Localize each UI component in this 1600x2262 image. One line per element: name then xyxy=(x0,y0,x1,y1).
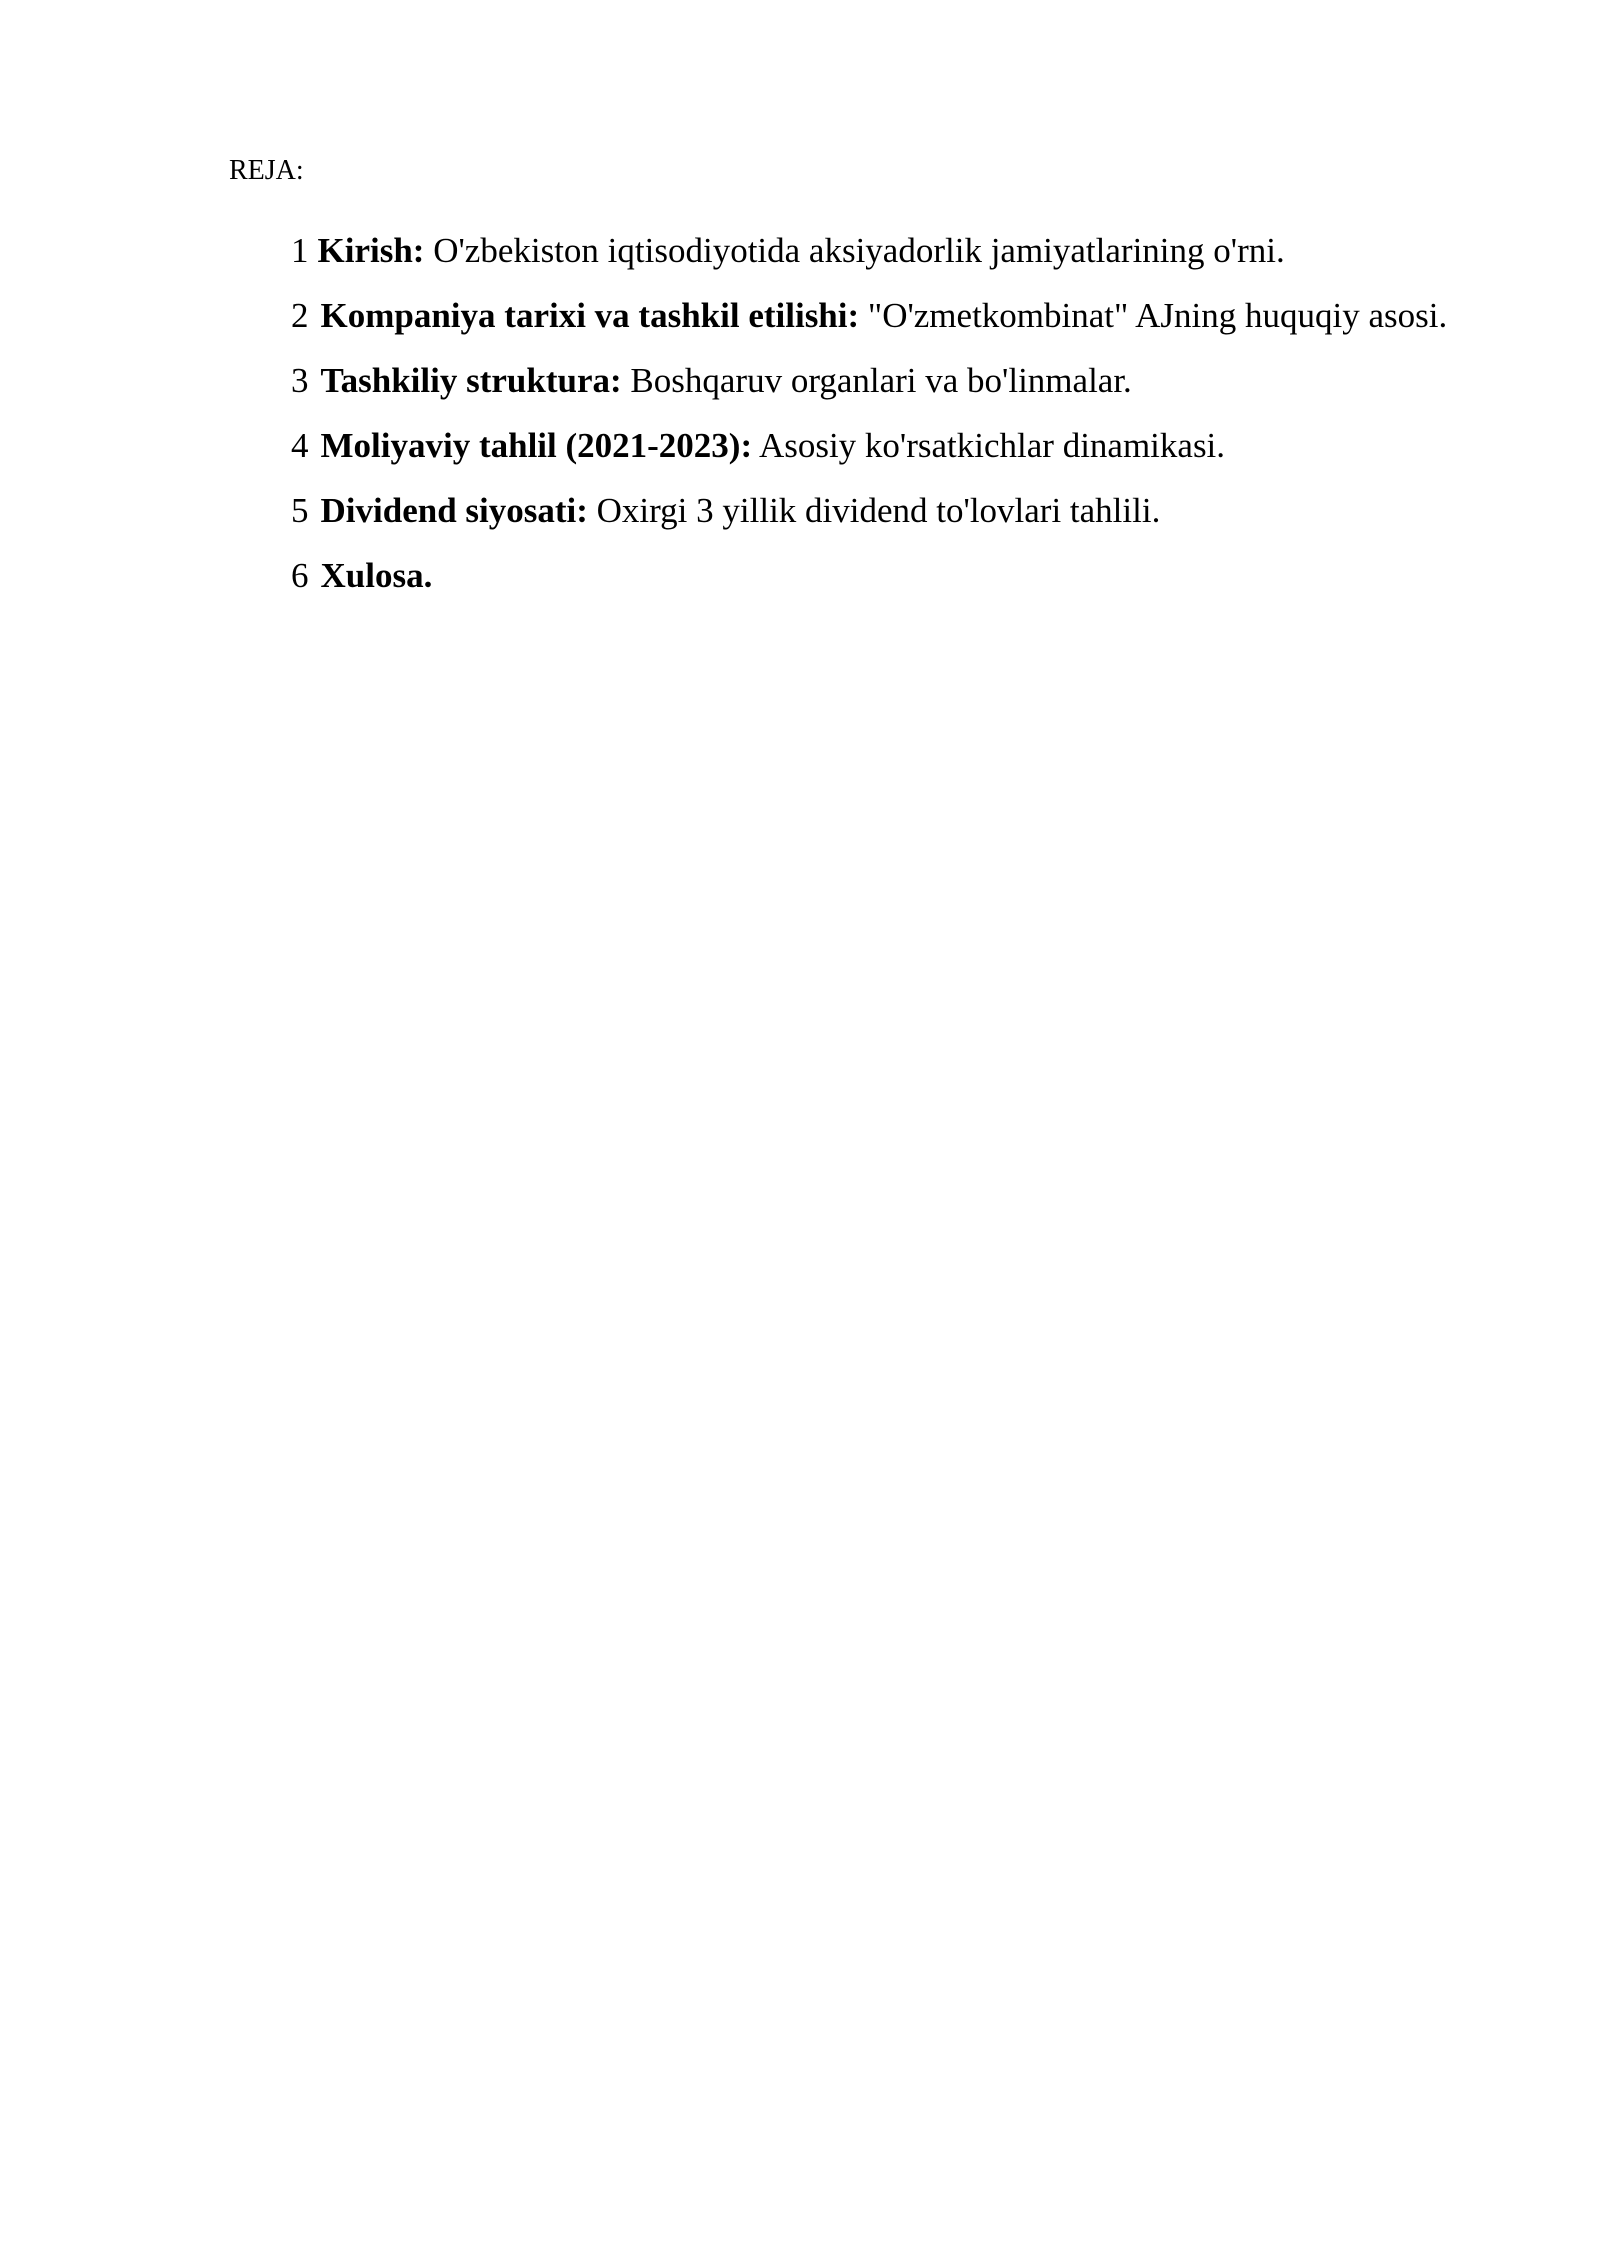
item-title: Dividend siyosati: xyxy=(320,491,588,530)
item-text: "O'zmetkombinat" AJning huquqiy asosi. xyxy=(859,296,1448,335)
item-text: O'zbekiston iqtisodiyotida aksiyadorlik jamiyatlarining o'rni. xyxy=(424,231,1285,270)
list-item xyxy=(229,218,1485,283)
item-title: Kompaniya tarixi va tashkil etilishi: xyxy=(320,296,860,335)
list-item xyxy=(229,348,1485,413)
plan-list xyxy=(229,218,1485,608)
item-number: 1 xyxy=(291,231,309,270)
item-title: Kirish: xyxy=(317,231,425,270)
item-text: Oxirgi 3 yillik dividend to'lovlari tahlili. xyxy=(587,491,1161,530)
list-item xyxy=(229,283,1485,348)
item-number: 4 xyxy=(291,426,309,465)
item-number: 6 xyxy=(291,556,309,595)
item-number: 2 xyxy=(291,296,309,335)
item-title: Tashkiliy struktura: xyxy=(320,361,622,400)
list-item xyxy=(229,413,1485,478)
item-number: 3 xyxy=(291,361,309,400)
item-title: Moliyaviy tahlil (2021-2023): xyxy=(320,426,753,465)
list-item xyxy=(229,478,1485,543)
item-text: Boshqaruv organlari va bo'linmalar. xyxy=(621,361,1132,400)
item-title: Xulosa. xyxy=(320,556,433,595)
list-item xyxy=(229,543,1485,608)
item-text: Asosiy ko'rsatkichlar dinamikasi. xyxy=(752,426,1226,465)
item-number: 5 xyxy=(291,491,309,530)
page-heading: REJA: xyxy=(229,155,304,186)
